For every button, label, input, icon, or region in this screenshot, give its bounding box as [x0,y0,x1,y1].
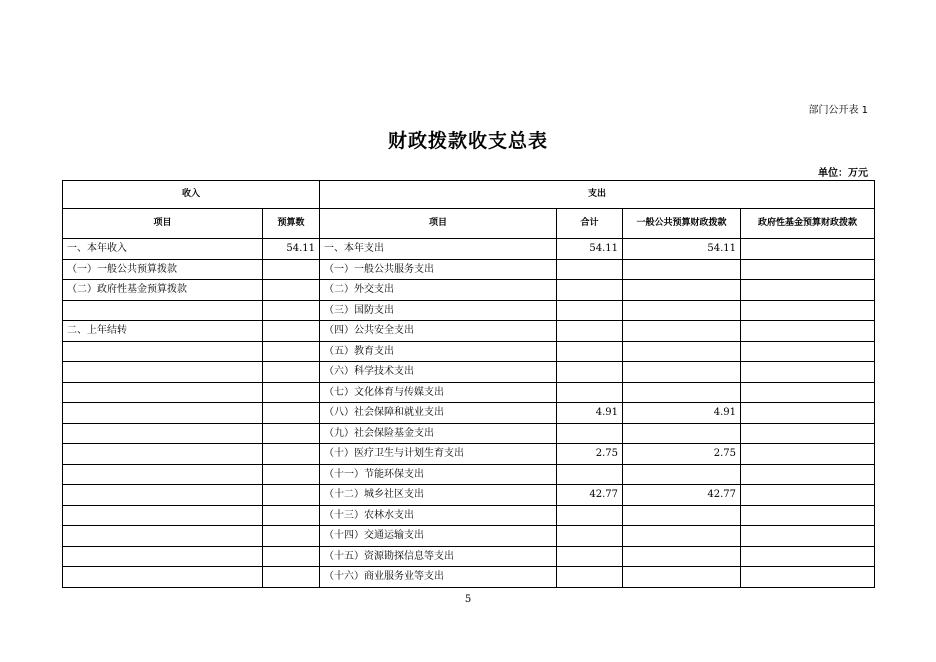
total-cell [557,464,623,485]
fund-budget-cell [741,444,875,465]
fiscal-summary-table [62,180,875,588]
expense-item-cell: （十四）交通运输支出 [320,526,557,547]
income-item-cell [63,567,263,588]
general-budget-cell [623,300,741,321]
general-budget-cell [623,259,741,280]
income-budget-cell [263,485,320,506]
total-cell [557,300,623,321]
expense-item-cell: （七）文化体育与传媒支出 [320,382,557,403]
expense-item-cell: （十五）资源勘探信息等支出 [320,546,557,567]
unit-label: 单位：万元 [818,168,868,179]
general-budget-cell: 2.75 [623,444,741,465]
table-row [63,464,875,485]
general-budget-cell [623,505,741,526]
expense-item-cell: （三）国防支出 [320,300,557,321]
general-budget-cell: 42.77 [623,485,741,506]
total-cell: 54.11 [557,239,623,260]
fund-budget-cell [741,382,875,403]
income-budget-cell [263,341,320,362]
general-budget-cell [623,567,741,588]
expense-item-cell: （八）社会保障和就业支出 [320,403,557,424]
general-budget-cell: 54.11 [623,239,741,260]
fund-budget-cell [741,567,875,588]
income-budget-cell [263,382,320,403]
income-budget-cell [263,546,320,567]
income-header: 收入 [63,181,320,209]
general-budget-cell [623,423,741,444]
total-cell [557,505,623,526]
income-budget-cell [263,300,320,321]
total-cell: 2.75 [557,444,623,465]
table-row [63,341,875,362]
fund-budget-header: 政府性基金预算财政拨款 [741,209,875,239]
fund-budget-cell [741,362,875,383]
income-budget-cell [263,505,320,526]
table-row [63,485,875,506]
fund-budget-cell [741,464,875,485]
income-budget-cell: 54.11 [263,239,320,260]
income-budget-cell [263,423,320,444]
table-row [63,362,875,383]
table-row [63,505,875,526]
expense-item-cell: （六）科学技术支出 [320,362,557,383]
table-row [63,280,875,301]
fund-budget-cell [741,259,875,280]
table-row [63,382,875,403]
income-item-cell [63,505,263,526]
fund-budget-cell [741,341,875,362]
income-budget-cell [263,567,320,588]
expense-item-cell: （四）公共安全支出 [320,321,557,342]
income-item-cell [63,362,263,383]
general-budget-cell [623,341,741,362]
income-item-cell [63,546,263,567]
income-item-cell: 一、本年收入 [63,239,263,260]
table-row [63,300,875,321]
general-budget-header: 一般公共预算财政拨款 [623,209,741,239]
total-cell: 4.91 [557,403,623,424]
total-cell [557,382,623,403]
income-budget-cell [263,444,320,465]
income-item-cell [63,300,263,321]
general-budget-cell: 4.91 [623,403,741,424]
expense-item-cell: （九）社会保险基金支出 [320,423,557,444]
total-cell [557,341,623,362]
income-item-cell: 二、上年结转 [63,321,263,342]
expense-header: 支出 [320,181,875,209]
general-budget-cell [623,362,741,383]
general-budget-cell [623,321,741,342]
general-budget-cell [623,382,741,403]
total-cell [557,567,623,588]
income-item-cell [63,341,263,362]
income-item-cell [63,423,263,444]
fund-budget-cell [741,546,875,567]
income-item-header: 项目 [63,209,263,239]
income-budget-cell [263,321,320,342]
table-row [63,259,875,280]
total-cell [557,362,623,383]
header-row-2 [63,209,875,239]
expense-item-cell: （十一）节能环保支出 [320,464,557,485]
table-row [63,444,875,465]
expense-item-cell: （二）外交支出 [320,280,557,301]
fund-budget-cell [741,403,875,424]
income-budget-cell [263,464,320,485]
general-budget-cell [623,546,741,567]
income-budget-header: 预算数 [263,209,320,239]
page-title: 财政拨款收支总表 [387,130,548,152]
total-cell [557,526,623,547]
fund-budget-cell [741,280,875,301]
income-item-cell [63,526,263,547]
expense-item-cell: 一、本年支出 [320,239,557,260]
page-number: 5 [464,594,472,605]
table-row [63,321,875,342]
table-row [63,567,875,588]
income-budget-cell [263,526,320,547]
expense-item-header: 项目 [320,209,557,239]
fund-budget-cell [741,526,875,547]
income-item-cell [63,403,263,424]
total-header: 合计 [557,209,623,239]
income-budget-cell [263,362,320,383]
income-item-cell [63,382,263,403]
fund-budget-cell [741,239,875,260]
table-row [63,526,875,547]
form-number: 部门公开表 1 [808,105,868,116]
general-budget-cell [623,526,741,547]
total-cell [557,259,623,280]
income-item-cell [63,444,263,465]
table-row [63,403,875,424]
fund-budget-cell [741,423,875,444]
expense-item-cell: （十二）城乡社区支出 [320,485,557,506]
income-item-cell: （一）一般公共预算拨款 [63,259,263,280]
income-budget-cell [263,403,320,424]
total-cell [557,423,623,444]
table-row [63,546,875,567]
expense-item-cell: （十六）商业服务业等支出 [320,567,557,588]
total-cell [557,280,623,301]
income-budget-cell [263,259,320,280]
expense-item-cell: （十）医疗卫生与计划生育支出 [320,444,557,465]
total-cell [557,321,623,342]
expense-item-cell: （一）一般公共服务支出 [320,259,557,280]
table-row [63,239,875,260]
fund-budget-cell [741,505,875,526]
fund-budget-cell [741,321,875,342]
income-item-cell: （二）政府性基金预算拨款 [63,280,263,301]
general-budget-cell [623,464,741,485]
income-item-cell [63,464,263,485]
table-row [63,423,875,444]
income-budget-cell [263,280,320,301]
general-budget-cell [623,280,741,301]
expense-item-cell: （十三）农林水支出 [320,505,557,526]
header-row-1 [63,181,875,209]
total-cell: 42.77 [557,485,623,506]
fund-budget-cell [741,300,875,321]
fund-budget-cell [741,485,875,506]
expense-item-cell: （五）教育支出 [320,341,557,362]
income-item-cell [63,485,263,506]
total-cell [557,546,623,567]
